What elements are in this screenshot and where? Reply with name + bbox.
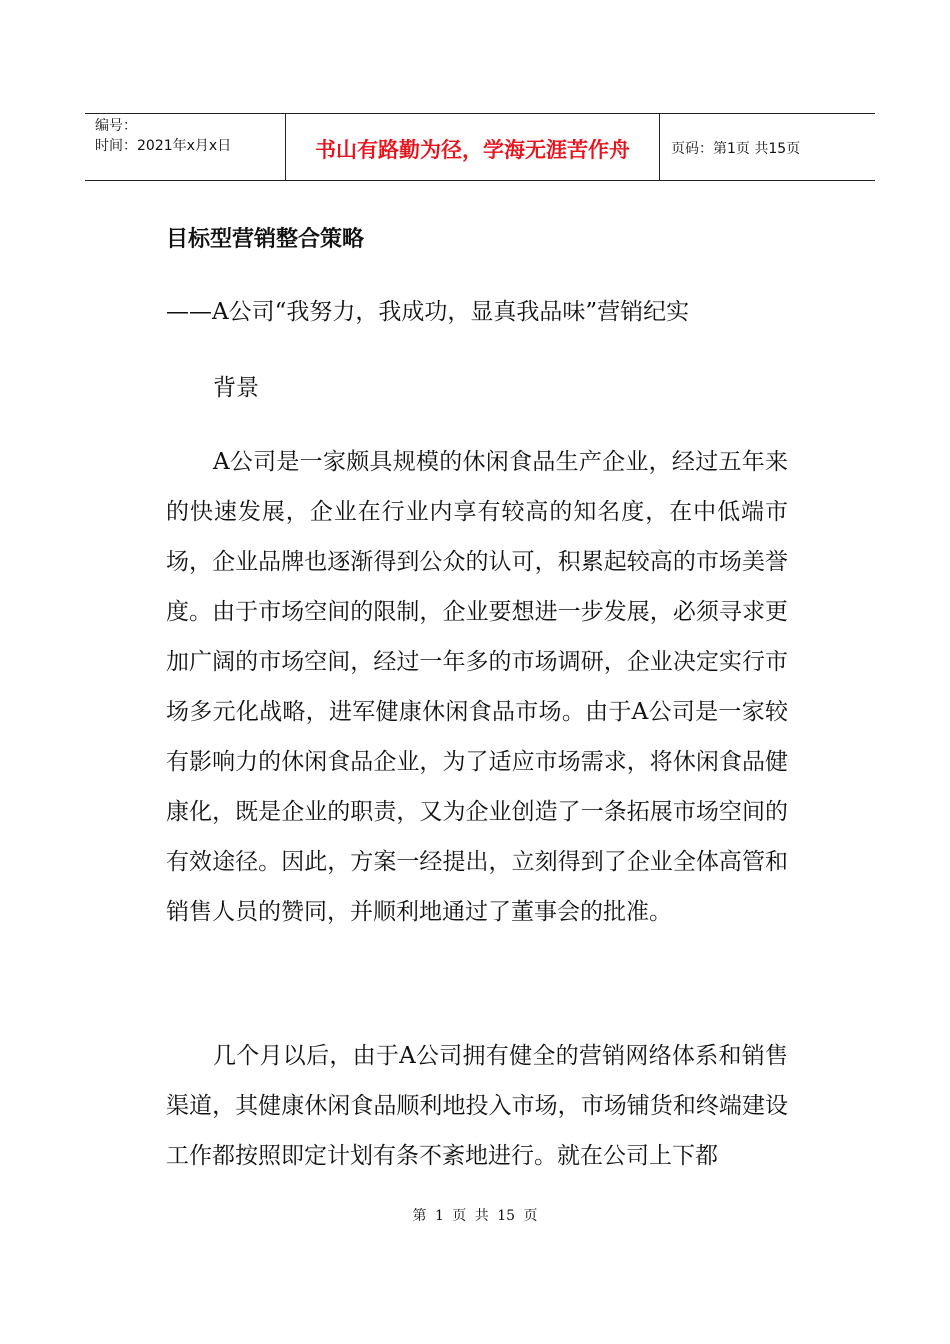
body-paragraph-2: 几个月以后，由于A公司拥有健全的营销网络体系和销售渠道，其健康休闲食品顺利地投入市场，市场铺货和终端建设工作都按照即定计划有条不紊地进行。就在公司上下都 [166, 1043, 788, 1169]
document-time-label: 时间：2021年x月x日 [95, 138, 232, 154]
document-subtitle: ——A公司“我努力，我成功，显真我品味”营销纪实 [166, 299, 690, 325]
section-heading: 背景 [213, 375, 259, 401]
header-page-info: 页码：第1页 共15页 [671, 141, 801, 157]
header-divider-right [659, 114, 660, 180]
body-paragraph-1: A公司是一家颇具规模的休闲食品生产企业，经过五年来的快速发展，企业在行业内享有较高的知名度，在中低端市场，企业品牌也逐渐得到公众的认可，积累起较高的市场美誉度。由于市场空间的限制，企业要想进一步发展，必须寻求更加广阔的市场空间，经过一年多的市场调研，企业决定实行市场多元化战略，进军健康休闲食品市场。由于A公司是一家较有影响力的休闲食品企业，为了适应市场需求，将休闲食品健康化，既是企业的职责，又为企业创造了一条拓展市场空间的有效途径。因此，方案一经提出，立刻得到了企业全体高管和销售人员的赞同，并顺利地通过了董事会的批准。 [166, 449, 788, 925]
header-motto: 书山有路勤为径，学海无涯苦作舟 [315, 138, 630, 162]
header-meta [95, 116, 231, 156]
page-footer: 第 1 页 共 15 页 [412, 1208, 538, 1224]
document-number-label: 编号： [95, 118, 137, 134]
document-title: 目标型营销整合策略 [166, 227, 365, 252]
page-header [85, 113, 875, 181]
